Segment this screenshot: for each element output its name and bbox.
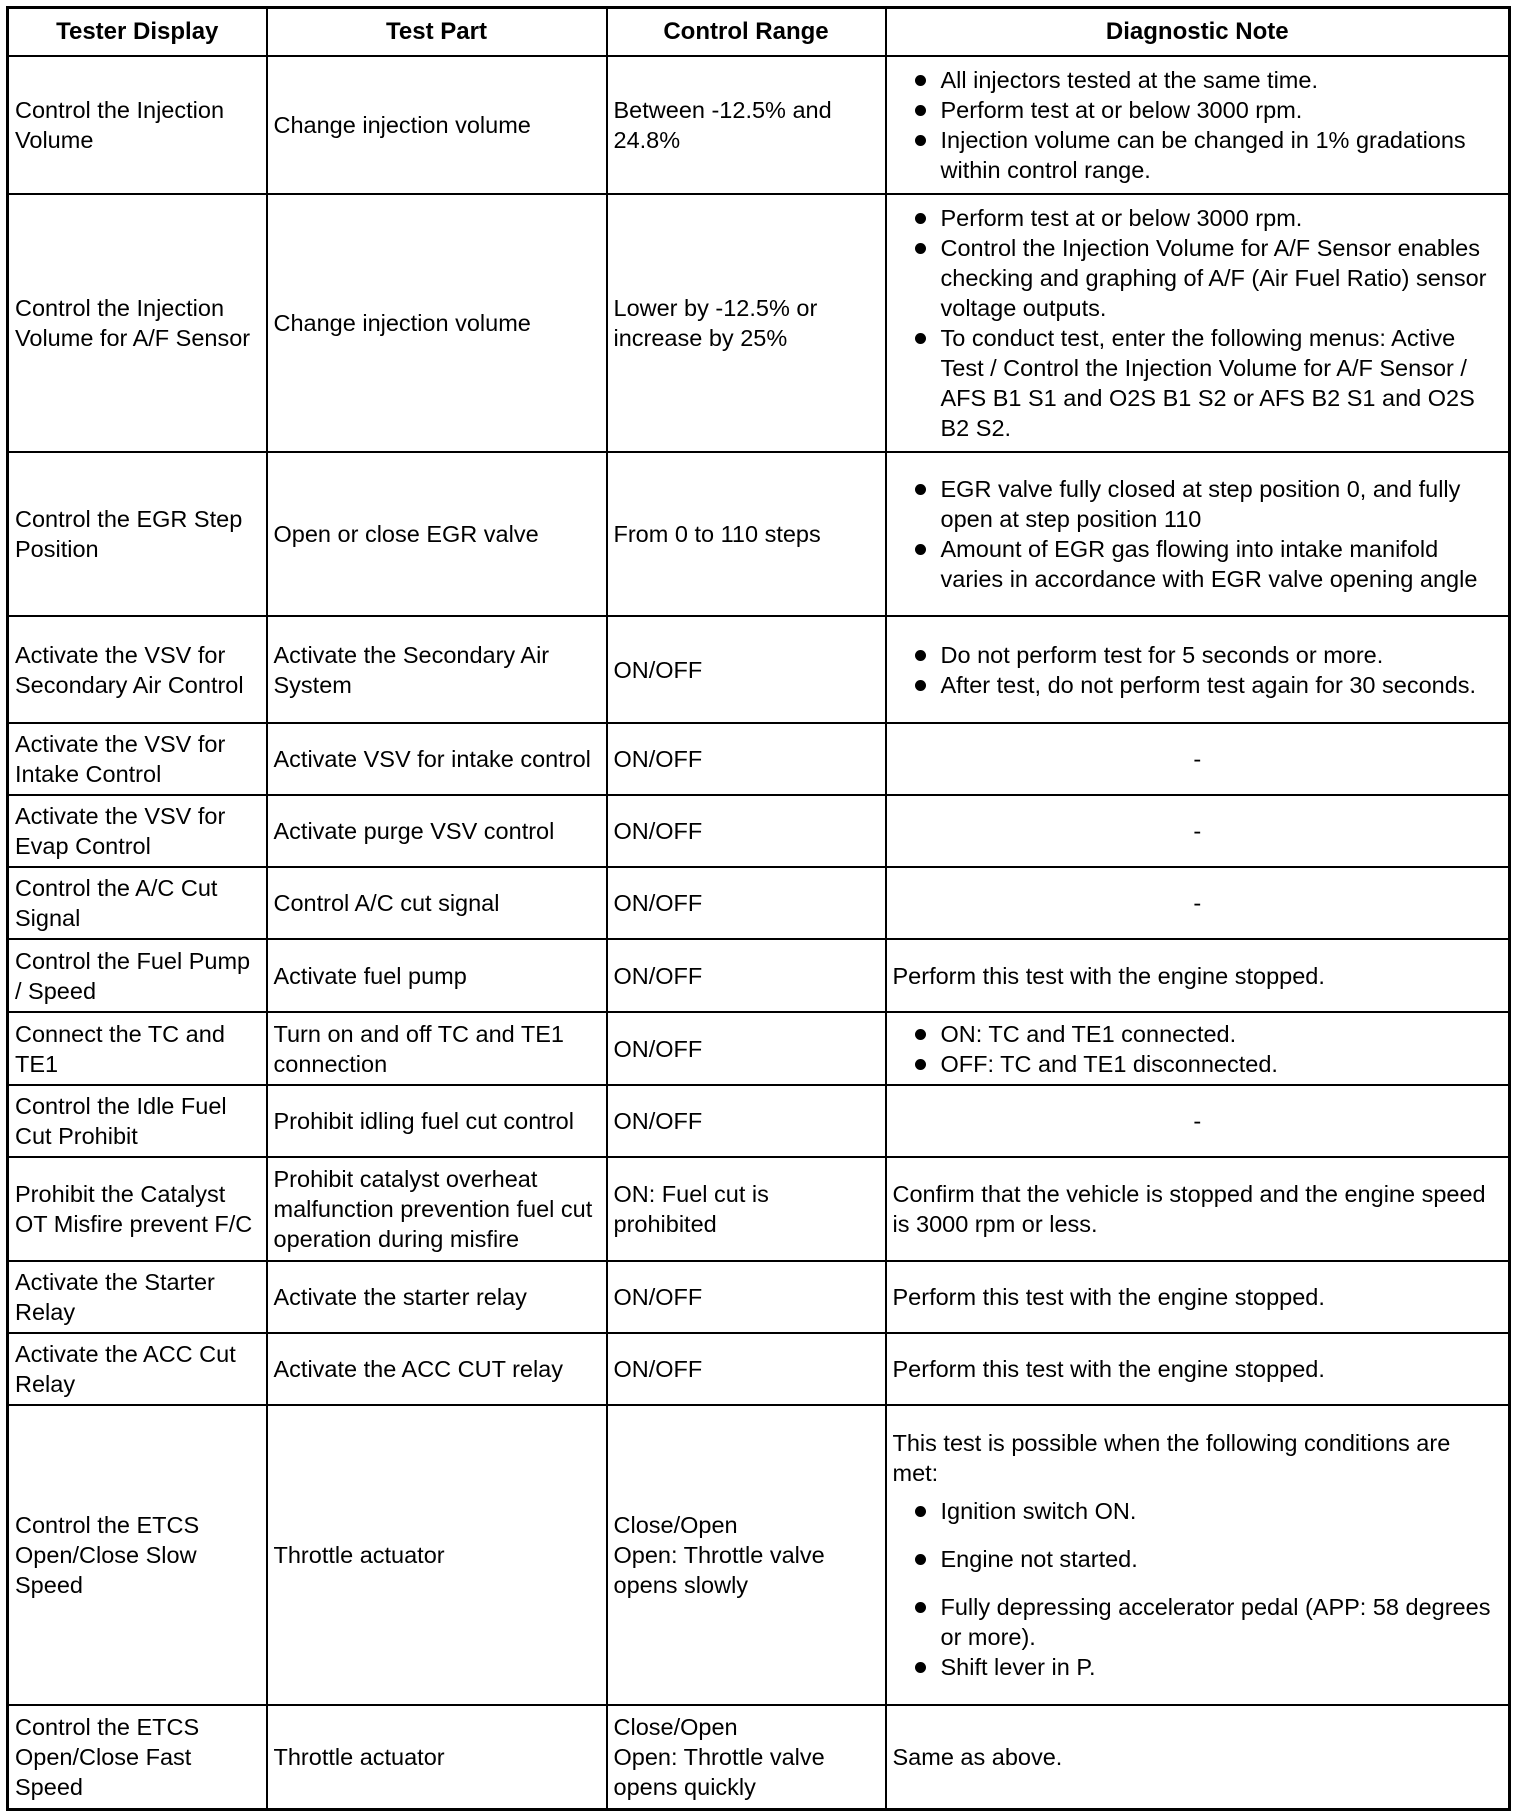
cell-tester-display: Control the Idle Fuel Cut Prohibit [8, 1085, 267, 1157]
cell-control-range: ON/OFF [607, 795, 886, 867]
cell-control-range: ON/OFF [607, 723, 886, 795]
list-item: Engine not started. [893, 1544, 1503, 1574]
cell-diagnostic-note: Perform this test with the engine stopped. [886, 1261, 1510, 1333]
list-item: ON: TC and TE1 connected. [893, 1019, 1503, 1049]
cell-test-part: Open or close EGR valve [267, 452, 607, 616]
cell-diagnostic-note [886, 1405, 1510, 1705]
range-line: Open: Throttle valve opens slowly [613, 1542, 825, 1598]
range-line: Open: Throttle valve opens quickly [613, 1743, 825, 1800]
cell-test-part: Control A/C cut signal [267, 867, 607, 939]
cell-control-range: ON/OFF [607, 939, 886, 1012]
cell-test-part: Throttle actuator [267, 1705, 607, 1809]
cell-tester-display: Activate the ACC Cut Relay [8, 1333, 267, 1405]
table-row [8, 1261, 1510, 1333]
cell-test-part: Change injection volume [267, 194, 607, 452]
header-tester-display: Tester Display [8, 8, 267, 57]
cell-diagnostic-note [886, 1012, 1510, 1085]
cell-diagnostic-note: - [886, 867, 1510, 939]
cell-control-range [607, 1405, 886, 1705]
cell-diagnostic-note [886, 194, 1510, 452]
list-item: Injection volume can be changed in 1% gradations within control range. [893, 125, 1503, 185]
cell-control-range: ON/OFF [607, 1333, 886, 1405]
cell-diagnostic-note: Perform this test with the engine stopped. [886, 1333, 1510, 1405]
table-row [8, 1405, 1510, 1705]
list-item: Perform test at or below 3000 rpm. [893, 95, 1503, 125]
cell-tester-display: Prohibit the Catalyst OT Misfire prevent F/C [8, 1157, 267, 1261]
table-row [8, 1085, 1510, 1157]
list-item: Do not perform test for 5 seconds or more. [893, 640, 1503, 670]
cell-tester-display: Activate the VSV for Evap Control [8, 795, 267, 867]
cell-diagnostic-note: Perform this test with the engine stopped. [886, 939, 1510, 1012]
cell-test-part: Throttle actuator [267, 1405, 607, 1705]
list-item: Fully depressing accelerator pedal (APP: 58 degrees or more). [893, 1592, 1503, 1652]
range-line: Close/Open [613, 1713, 738, 1740]
cell-control-range: Between -12.5% and 24.8% [607, 56, 886, 194]
table-row [8, 1157, 1510, 1261]
table-row [8, 1705, 1510, 1809]
note-bullet-list [893, 65, 1503, 185]
cell-diagnostic-note [886, 452, 1510, 616]
cell-tester-display: Control the ETCS Open/Close Slow Speed [8, 1405, 267, 1705]
list-item: All injectors tested at the same time. [893, 65, 1503, 95]
table-row [8, 616, 1510, 723]
cell-test-part: Activate VSV for intake control [267, 723, 607, 795]
table-row [8, 452, 1510, 616]
cell-tester-display: Connect the TC and TE1 [8, 1012, 267, 1085]
table-row [8, 56, 1510, 194]
list-item: Perform test at or below 3000 rpm. [893, 203, 1503, 233]
cell-tester-display: Control the Injection Volume [8, 56, 267, 194]
cell-control-range: ON/OFF [607, 1085, 886, 1157]
list-item: Amount of EGR gas flowing into intake manifold varies in accordance with EGR valve opening angle [893, 534, 1503, 594]
list-item: To conduct test, enter the following menus: Active Test / Control the Injection Volume for A/F Sensor / AFS B1 S1 and O2S B1 S2 or AFS B2 S1 and O2S B2 S2. [893, 323, 1503, 443]
cell-test-part: Activate the Secondary Air System [267, 616, 607, 723]
cell-tester-display: Control the ETCS Open/Close Fast Speed [8, 1705, 267, 1809]
cell-control-range: ON: Fuel cut is prohibited [607, 1157, 886, 1261]
cell-control-range: Lower by -12.5% or increase by 25% [607, 194, 886, 452]
cell-tester-display: Control the EGR Step Position [8, 452, 267, 616]
table-row [8, 1012, 1510, 1085]
list-item: Shift lever in P. [893, 1652, 1503, 1682]
cell-diagnostic-note: Confirm that the vehicle is stopped and the engine speed is 3000 rpm or less. [886, 1157, 1510, 1261]
note-bullet-list [893, 203, 1503, 443]
cell-test-part: Prohibit catalyst overheat malfunction prevention fuel cut operation during misfire [267, 1157, 607, 1261]
cell-test-part: Activate the ACC CUT relay [267, 1333, 607, 1405]
cell-control-range: ON/OFF [607, 1012, 886, 1085]
cell-tester-display: Activate the VSV for Intake Control [8, 723, 267, 795]
table-row [8, 1333, 1510, 1405]
header-control-range: Control Range [607, 8, 886, 57]
cell-tester-display: Control the Fuel Pump / Speed [8, 939, 267, 1012]
list-item: After test, do not perform test again for 30 seconds. [893, 670, 1503, 700]
header-row [8, 8, 1510, 57]
active-test-table [6, 6, 1511, 1811]
range-line: Close/Open [613, 1512, 738, 1538]
cell-test-part: Prohibit idling fuel cut control [267, 1085, 607, 1157]
cell-control-range: From 0 to 110 steps [607, 452, 886, 616]
cell-tester-display: Control the Injection Volume for A/F Sensor [8, 194, 267, 452]
list-item: Control the Injection Volume for A/F Sensor enables checking and graphing of A/F (Air Fuel Ratio) sensor voltage outputs. [893, 233, 1503, 323]
table-row [8, 723, 1510, 795]
table-row [8, 194, 1510, 452]
cell-control-range: ON/OFF [607, 867, 886, 939]
cell-tester-display: Control the A/C Cut Signal [8, 867, 267, 939]
note-bullet-list [893, 640, 1503, 700]
header-test-part: Test Part [267, 8, 607, 57]
cell-test-part: Activate the starter relay [267, 1261, 607, 1333]
list-item: Ignition switch ON. [893, 1496, 1503, 1526]
list-item: OFF: TC and TE1 disconnected. [893, 1049, 1503, 1079]
list-item: EGR valve fully closed at step position 0, and fully open at step position 110 [893, 474, 1503, 534]
cell-diagnostic-note: - [886, 1085, 1510, 1157]
cell-diagnostic-note [886, 616, 1510, 723]
note-bullet-list [893, 1019, 1503, 1079]
cell-test-part: Turn on and off TC and TE1 connection [267, 1012, 607, 1085]
cell-diagnostic-note: - [886, 795, 1510, 867]
table-row [8, 867, 1510, 939]
cell-control-range: ON/OFF [607, 1261, 886, 1333]
note-bullet-list [893, 474, 1503, 594]
cell-test-part: Activate purge VSV control [267, 795, 607, 867]
table-row [8, 939, 1510, 1012]
cell-control-range: ON/OFF [607, 616, 886, 723]
cell-diagnostic-note [886, 56, 1510, 194]
header-diagnostic-note: Diagnostic Note [886, 8, 1510, 57]
note-intro: This test is possible when the following conditions are met: [892, 1430, 1451, 1486]
table-row [8, 795, 1510, 867]
cell-test-part: Change injection volume [267, 56, 607, 194]
cell-test-part: Activate fuel pump [267, 939, 607, 1012]
cell-tester-display: Activate the VSV for Secondary Air Control [8, 616, 267, 723]
cell-tester-display: Activate the Starter Relay [8, 1261, 267, 1333]
cell-diagnostic-note: Same as above. [886, 1705, 1510, 1809]
cell-control-range [607, 1705, 886, 1809]
note-bullet-list [893, 1496, 1503, 1682]
cell-diagnostic-note: - [886, 723, 1510, 795]
